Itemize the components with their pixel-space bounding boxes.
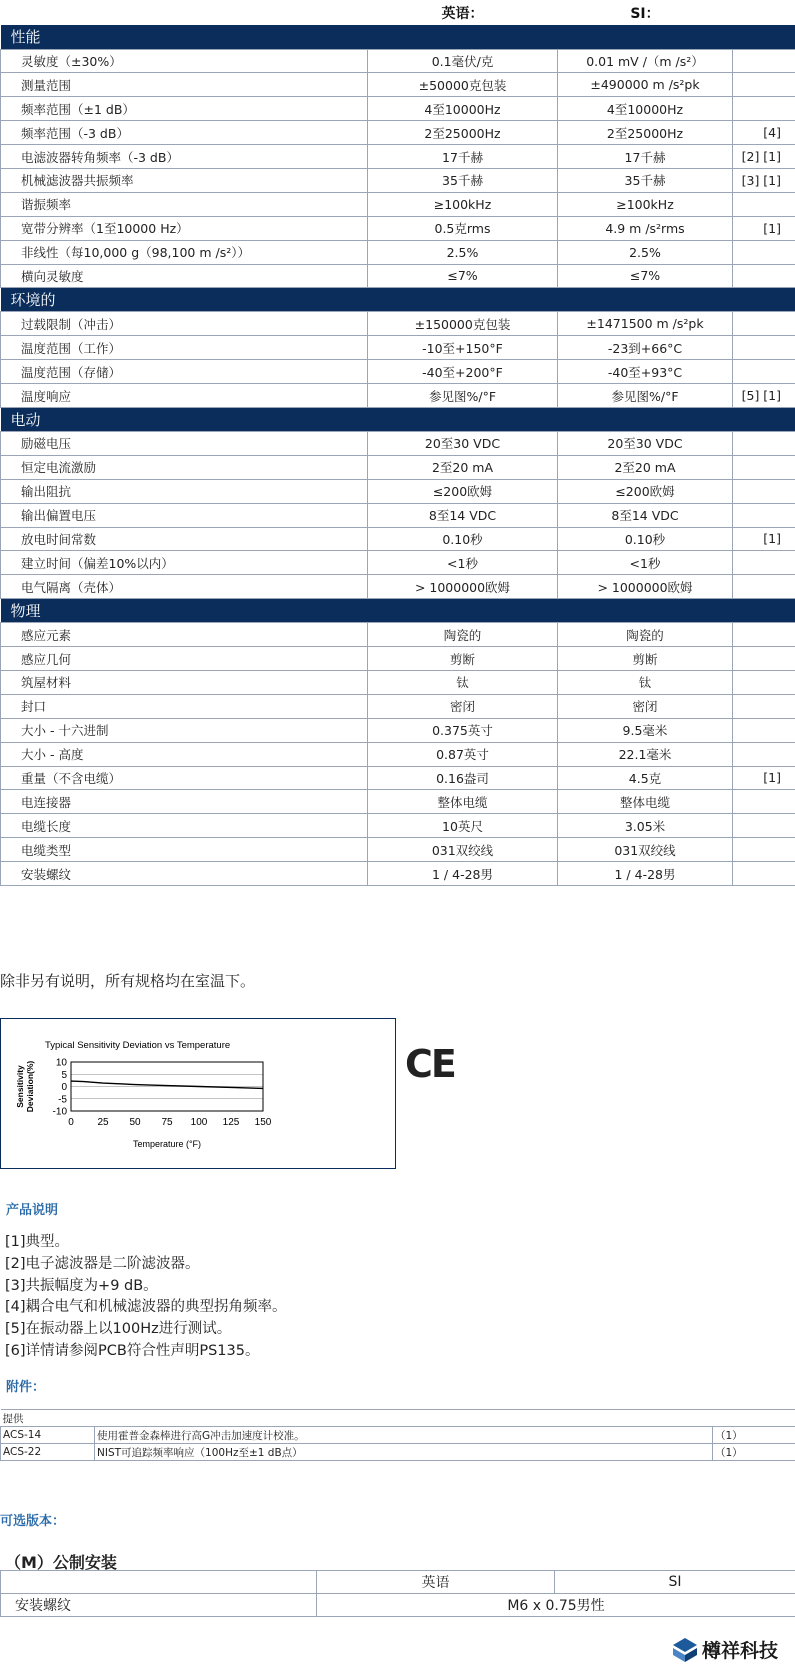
accessory-qty: （1） xyxy=(713,1444,795,1461)
product-notes-title: 产品说明 xyxy=(6,1203,59,1218)
spec-english: 20至30 VDC xyxy=(368,431,558,455)
spec-name: 恒定电流激励 xyxy=(1,455,368,479)
spec-row xyxy=(1,575,795,599)
spec-si: 0.01 mV /（m /s²） xyxy=(558,49,733,73)
spec-row xyxy=(1,838,795,862)
spec-si: 参见图%/°F xyxy=(558,384,733,408)
spec-note xyxy=(733,97,795,121)
spec-name: 横向灵敏度 xyxy=(1,264,368,288)
spec-row xyxy=(1,551,795,575)
spec-row xyxy=(1,431,795,455)
spec-si: 2至25000Hz xyxy=(558,121,733,145)
header-si: SI： xyxy=(630,5,660,22)
temperature-chart xyxy=(0,1018,396,1169)
options-col-en: 英语 xyxy=(317,1571,555,1594)
spec-english: 钛 xyxy=(368,670,558,694)
spec-name: 大小 - 十六进制 xyxy=(1,718,368,742)
spec-english: -10至+150°F xyxy=(368,336,558,360)
spec-row xyxy=(1,168,795,192)
spec-si: 0.10秒 xyxy=(558,527,733,551)
spec-english: ≤200欧姆 xyxy=(368,479,558,503)
spec-name: 非线性（每10,000 g（98,100 m /s²）） xyxy=(1,240,368,264)
spec-note xyxy=(733,264,795,288)
chart-series-line xyxy=(71,1081,263,1088)
spec-note xyxy=(733,790,795,814)
options-blank-cell xyxy=(1,1571,317,1594)
spec-name: 温度范围（工作） xyxy=(1,336,368,360)
chart-xtick-label: 125 xyxy=(222,1117,240,1128)
spec-english: 0.87英寸 xyxy=(368,742,558,766)
accessory-desc: NIST可追踪频率响应（100Hz至±1 dB点） xyxy=(95,1444,713,1461)
ce-mark: CE xyxy=(405,1042,455,1086)
spec-row xyxy=(1,216,795,240)
chart-xtick-label: 50 xyxy=(129,1117,141,1128)
spec-row xyxy=(1,97,795,121)
chart-ytick-label: -10 xyxy=(52,1106,67,1118)
spec-english: ≥100kHz xyxy=(368,192,558,216)
spec-row xyxy=(1,479,795,503)
spec-name: 宽带分辨率（1至10000 Hz） xyxy=(1,216,368,240)
chart-ytick-label: 5 xyxy=(61,1069,67,1081)
spec-si: 4至10000Hz xyxy=(558,97,733,121)
chart-svg xyxy=(1,1019,395,1168)
spec-si: 4.5克 xyxy=(558,766,733,790)
header-english: 英语： xyxy=(441,5,484,22)
spec-si: 剪断 xyxy=(558,647,733,671)
chart-ytick-label: -5 xyxy=(58,1094,67,1106)
spec-name: 电缆类型 xyxy=(1,838,368,862)
accessories-title: 附件： xyxy=(6,1380,46,1395)
spec-si: 2至20 mA xyxy=(558,455,733,479)
chart-ytick-label: 10 xyxy=(55,1057,67,1069)
spec-note xyxy=(733,575,795,599)
spec-english: 2.5% xyxy=(368,240,558,264)
spec-english: 0.16盎司 xyxy=(368,766,558,790)
section-title: 物理 xyxy=(1,599,795,623)
options-title: 可选版本： xyxy=(0,1514,66,1529)
logo-text: 樽祥科技 xyxy=(702,1640,779,1662)
spec-english: > 1000000欧姆 xyxy=(368,575,558,599)
chart-ylabel-line1: Sensitivity xyxy=(15,1065,25,1108)
spec-name: 频率范围（-3 dB） xyxy=(1,121,368,145)
section-title: 电动 xyxy=(1,407,795,431)
metric-mount-title: （M）公制安装 xyxy=(5,1553,117,1572)
spec-note xyxy=(733,49,795,73)
spec-row xyxy=(1,623,795,647)
spec-row xyxy=(1,121,795,145)
spec-english: 密闭 xyxy=(368,694,558,718)
spec-row xyxy=(1,503,795,527)
spec-note xyxy=(733,455,795,479)
spec-name: 建立时间（偏差10%以内） xyxy=(1,551,368,575)
header-note xyxy=(733,0,795,25)
spec-english: 2至25000Hz xyxy=(368,121,558,145)
spec-row xyxy=(1,694,795,718)
spec-row xyxy=(1,336,795,360)
spec-english: 2至20 mA xyxy=(368,455,558,479)
spec-si: 22.1毫米 xyxy=(558,742,733,766)
spec-note xyxy=(733,192,795,216)
options-row-name: 安装螺纹 xyxy=(1,1594,317,1617)
spec-name: 电连接器 xyxy=(1,790,368,814)
spec-name: 感应几何 xyxy=(1,647,368,671)
accessory-row xyxy=(1,1427,795,1444)
room-temp-note: 除非另有说明，所有规格均在室温下。 xyxy=(0,972,256,990)
product-note-item: [3]共振幅度为+9 dB。 xyxy=(5,1277,158,1294)
spec-name: 机械滤波器共振频率 xyxy=(1,168,368,192)
spec-note xyxy=(733,862,795,886)
spec-name: 输出阻抗 xyxy=(1,479,368,503)
chart-xtick-label: 150 xyxy=(254,1117,272,1128)
spec-name: 电滤波器转角频率（-3 dB） xyxy=(1,145,368,169)
spec-row xyxy=(1,192,795,216)
accessories-table xyxy=(0,1409,795,1461)
spec-note xyxy=(733,647,795,671)
spec-english: ≤7% xyxy=(368,264,558,288)
spec-english: 剪断 xyxy=(368,647,558,671)
spec-note xyxy=(733,670,795,694)
accessory-code: ACS-14 xyxy=(1,1427,95,1444)
spec-name: 电缆长度 xyxy=(1,814,368,838)
spec-si: <1秒 xyxy=(558,551,733,575)
spec-si: 9.5毫米 xyxy=(558,718,733,742)
spec-si: ≤7% xyxy=(558,264,733,288)
spec-name: 感应元素 xyxy=(1,623,368,647)
spec-si: 钛 xyxy=(558,670,733,694)
spec-note xyxy=(733,479,795,503)
spec-note xyxy=(733,718,795,742)
spec-note xyxy=(733,694,795,718)
spec-note xyxy=(733,360,795,384)
product-note-item: [6]详情请参阅PCB符合性声明PS135。 xyxy=(5,1342,260,1359)
spec-row xyxy=(1,790,795,814)
product-note-item: [4]耦合电气和机械滤波器的典型拐角频率。 xyxy=(5,1299,287,1316)
spec-note xyxy=(733,838,795,862)
chart-ytick-label: 0 xyxy=(61,1082,67,1093)
spec-row xyxy=(1,240,795,264)
spec-name: 封口 xyxy=(1,694,368,718)
spec-si: 17千赫 xyxy=(558,145,733,169)
spec-name: 安装螺纹 xyxy=(1,862,368,886)
spec-english: 参见图%/°F xyxy=(368,384,558,408)
header-blank xyxy=(1,0,368,25)
spec-name: 电气隔离（壳体） xyxy=(1,575,368,599)
spec-si: ≤200欧姆 xyxy=(558,479,733,503)
product-notes-list xyxy=(5,1232,287,1363)
product-note-item: [1]典型。 xyxy=(5,1234,70,1250)
chart-ylabel-line2: Deviation(%) xyxy=(25,1060,35,1113)
spec-note: [1] xyxy=(733,527,795,551)
spec-si: > 1000000欧姆 xyxy=(558,575,733,599)
spec-row xyxy=(1,742,795,766)
spec-note: [4] xyxy=(733,121,795,145)
spec-row xyxy=(1,814,795,838)
spec-english: 0.375英寸 xyxy=(368,718,558,742)
spec-name: 温度响应 xyxy=(1,384,368,408)
spec-row xyxy=(1,49,795,73)
chart-xtick-label: 0 xyxy=(68,1117,74,1128)
company-logo xyxy=(672,1636,778,1663)
spec-name: 输出偏置电压 xyxy=(1,503,368,527)
options-table xyxy=(0,1570,795,1617)
spec-row xyxy=(1,670,795,694)
spec-note xyxy=(733,431,795,455)
spec-si: 8至14 VDC xyxy=(558,503,733,527)
spec-note xyxy=(733,503,795,527)
spec-english: ±150000克包装 xyxy=(368,312,558,336)
spec-row xyxy=(1,264,795,288)
spec-row xyxy=(1,527,795,551)
spec-name: 筑屋材料 xyxy=(1,670,368,694)
spec-note: [5] [1] xyxy=(733,384,795,408)
spec-english: 0.1毫伏/克 xyxy=(368,49,558,73)
spec-english: 1 / 4-28男 xyxy=(368,862,558,886)
spec-row xyxy=(1,384,795,408)
section-title: 性能 xyxy=(1,25,795,49)
spec-english: 0.10秒 xyxy=(368,527,558,551)
spec-note: [1] xyxy=(733,766,795,790)
spec-note xyxy=(733,336,795,360)
spec-note: [2] [1] xyxy=(733,145,795,169)
spec-name: 放电时间常数 xyxy=(1,527,368,551)
spec-english: <1秒 xyxy=(368,551,558,575)
spec-name: 重量（不含电缆） xyxy=(1,766,368,790)
spec-row xyxy=(1,73,795,97)
spec-english: ±50000克包装 xyxy=(368,73,558,97)
accessories-header: 提供 xyxy=(1,1410,795,1427)
spec-note xyxy=(733,240,795,264)
chart-xtick-label: 25 xyxy=(97,1117,109,1128)
spec-si: 2.5% xyxy=(558,240,733,264)
spec-name: 测量范围 xyxy=(1,73,368,97)
spec-si: -40至+93°C xyxy=(558,360,733,384)
spec-note xyxy=(733,73,795,97)
options-row-value: M6 x 0.75男性 xyxy=(317,1594,795,1617)
options-col-si: SI xyxy=(555,1571,795,1594)
spec-note xyxy=(733,742,795,766)
product-note-item: [5]在振动器上以100Hz进行测试。 xyxy=(5,1321,232,1338)
product-note-item: [2]电子滤波器是二阶滤波器。 xyxy=(5,1255,200,1272)
spec-english: 10英尺 xyxy=(368,814,558,838)
spec-si: 整体电缆 xyxy=(558,790,733,814)
spec-si: 031双绞线 xyxy=(558,838,733,862)
spec-english: 4至10000Hz xyxy=(368,97,558,121)
spec-row xyxy=(1,455,795,479)
spec-si: ±490000 m /s²pk xyxy=(558,73,733,97)
spec-si: -23到+66°C xyxy=(558,336,733,360)
section-title: 环境的 xyxy=(1,288,795,312)
accessory-row xyxy=(1,1444,795,1461)
spec-si: 4.9 m /s²rms xyxy=(558,216,733,240)
spec-english: 陶瓷的 xyxy=(368,623,558,647)
spec-name: 频率范围（±1 dB） xyxy=(1,97,368,121)
spec-name: 大小 - 高度 xyxy=(1,742,368,766)
spec-note xyxy=(733,814,795,838)
spec-row xyxy=(1,145,795,169)
accessory-code: ACS-22 xyxy=(1,1444,95,1461)
spec-row xyxy=(1,647,795,671)
spec-si: 3.05米 xyxy=(558,814,733,838)
spec-english: 031双绞线 xyxy=(368,838,558,862)
spec-note: [1] xyxy=(733,216,795,240)
spec-note xyxy=(733,551,795,575)
spec-si: 35千赫 xyxy=(558,168,733,192)
spec-english: 17千赫 xyxy=(368,145,558,169)
spec-name: 励磁电压 xyxy=(1,431,368,455)
spec-si: 密闭 xyxy=(558,694,733,718)
spec-si: 1 / 4-28男 xyxy=(558,862,733,886)
spec-si: 20至30 VDC xyxy=(558,431,733,455)
spec-name: 灵敏度（±30%） xyxy=(1,49,368,73)
chart-title: Typical Sensitivity Deviation vs Temperature xyxy=(45,1040,231,1051)
spec-row xyxy=(1,766,795,790)
spec-row xyxy=(1,312,795,336)
spec-note xyxy=(733,623,795,647)
chart-xtick-label: 75 xyxy=(161,1117,173,1128)
spec-si: ±1471500 m /s²pk xyxy=(558,312,733,336)
chart-xlabel: Temperature (°F) xyxy=(132,1139,202,1149)
spec-name: 过载限制（冲击） xyxy=(1,312,368,336)
logo-icon xyxy=(672,1637,698,1663)
spec-english: 8至14 VDC xyxy=(368,503,558,527)
spec-english: 0.5克rms xyxy=(368,216,558,240)
spec-english: -40至+200°F xyxy=(368,360,558,384)
spec-row xyxy=(1,360,795,384)
accessory-desc: 使用霍普金森棒进行高G冲击加速度计校准。 xyxy=(95,1427,713,1444)
spec-english: 35千赫 xyxy=(368,168,558,192)
spec-note: [3] [1] xyxy=(733,168,795,192)
chart-xtick-label: 100 xyxy=(190,1117,208,1128)
spec-row xyxy=(1,862,795,886)
spec-name: 温度范围（存储） xyxy=(1,360,368,384)
spec-name: 谐振频率 xyxy=(1,192,368,216)
spec-si: 陶瓷的 xyxy=(558,623,733,647)
spec-row xyxy=(1,718,795,742)
accessory-qty: （1） xyxy=(713,1427,795,1444)
spec-english: 整体电缆 xyxy=(368,790,558,814)
spec-si: ≥100kHz xyxy=(558,192,733,216)
spec-note xyxy=(733,312,795,336)
